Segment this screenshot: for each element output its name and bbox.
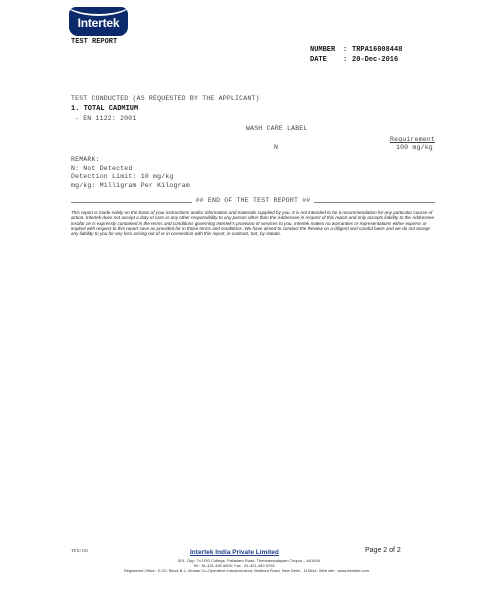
date-label: DATE — [310, 56, 327, 64]
remark-heading: REMARK: — [71, 156, 100, 163]
date-separator: : — [343, 56, 348, 64]
logo-text: Intertek — [77, 16, 120, 30]
footer-address-3: Registered Office : E-20, Block B-1, Mohan Co-Operative Industrial Area, Mathura Road, New Delhi - 110044. Web site : www.intertek.com. — [124, 568, 371, 573]
logo-arc — [69, 7, 128, 16]
column-header: WASH CARE LABEL — [246, 125, 308, 132]
footer-address-1: 501, Opp. To LRG College, Palladam Road, Thennampalayam,Tirupur – 641604. — [178, 558, 322, 563]
end-marker: ## END OF THE TEST REPORT ## — [192, 197, 315, 204]
end-marker-wrap — [71, 197, 435, 204]
intertek-logo — [69, 7, 128, 36]
section-heading: TEST CONDUCTED (AS REQUESTED BY THE APPLICANT) — [71, 95, 260, 102]
remark-units: mg/kg: Milligram Per Kilogram — [71, 182, 190, 189]
report-number: TRPA16008448 — [352, 46, 403, 54]
report-date: 20-Dec-2016 — [352, 56, 399, 64]
number-separator: : — [343, 46, 348, 54]
test-name: 1. TOTAL CADMIUM — [71, 105, 139, 113]
footer-company: Intertek India Private Limited — [190, 549, 279, 556]
test-method: - EN 1122: 2001 — [75, 115, 137, 122]
document-title: TEST REPORT — [71, 38, 118, 46]
requirement-value: 100 mg/kg — [396, 144, 433, 151]
disclaimer: This report is made solely on the basis of your instructions and/or information and materials supplied by you. It is not intended to be a recommendation for any particular course of action. Intertek does not accept a duty of care or any other responsibility to any person other than the Addressee in respect of this report and only accepts liability to the Addressee insofar as is expressly contained in the terms and conditions governing Intertek's provision of services to you. Intertek makes no warranties or representations either express or implied with respect to this report save as provided for in those terms and conditions. We have aimed to conduct the Review on a diligent and careful basis and we do not accept any liability to you for any loss arising out of or in connection with this report, in contract, tort, by statute. — [71, 210, 435, 237]
requirement-label: Requirement — [390, 136, 436, 143]
form-code: TEX/130 — [71, 548, 88, 553]
result-value: N — [274, 144, 279, 151]
remark-detection-limit: Detection Limit: 10 mg/kg — [71, 173, 174, 180]
remark-not-detected: N: Not Detected — [71, 165, 133, 172]
number-label: NUMBER — [310, 46, 336, 54]
footer-address-2: Tel : 91-421-430 5600; Fax : 91-421-430 5700 — [193, 563, 275, 568]
page-number: Page 2 of 2 — [365, 547, 401, 554]
